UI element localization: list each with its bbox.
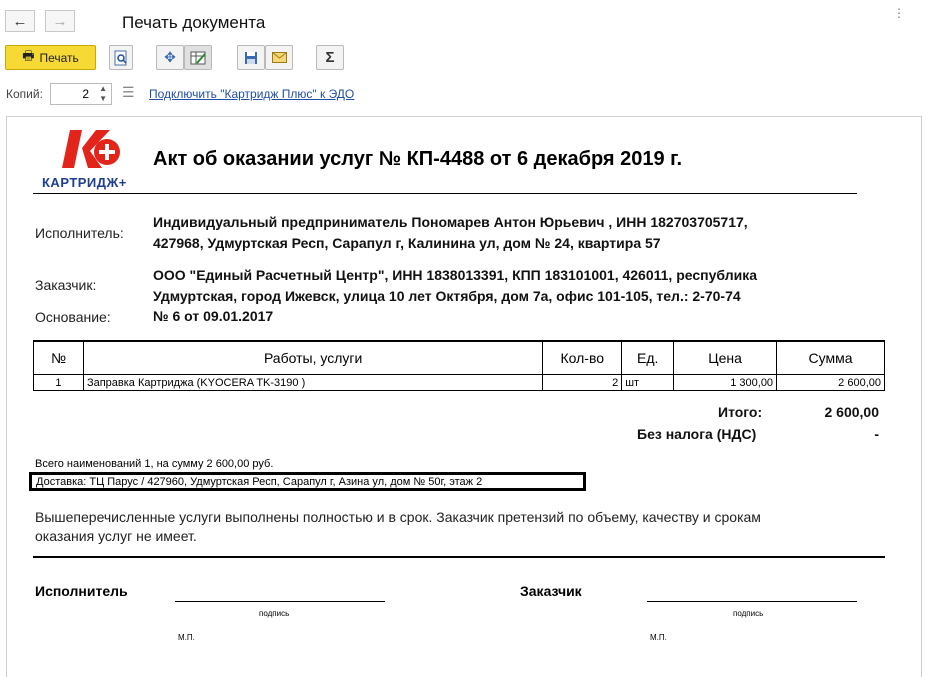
copies-label: Копий: [6,87,43,101]
executor-stamp: М.П. [178,633,195,642]
heading-divider [33,193,857,194]
col-number: № [34,341,84,375]
edit-table-icon [190,51,206,65]
sign-customer-label: Заказчик [520,583,582,599]
stack-icon: ☰ [122,84,135,100]
forward-button[interactable] [45,10,75,32]
row-number: 1 [34,375,84,391]
executor-signature-line [175,601,385,602]
email-button[interactable] [265,45,293,70]
row-price: 1 300,00 [674,375,777,391]
arrow-left-icon: ← [12,12,28,30]
table-row [34,375,885,391]
row-service: Заправка Картриджа (KYOCERA TK-3190 ) [83,375,542,391]
col-service: Работы, услуги [83,341,542,375]
preview-button[interactable] [109,45,133,70]
executor-line-2: 427968, Удмуртская Респ, Сарапул г, Калинина ул, дом № 24, квартира 57 [153,235,661,251]
sign-executor-label: Исполнитель [35,583,128,599]
copies-value: 2 [82,87,89,101]
services-table [33,340,885,391]
statement-line-2: оказания услуг не имеет. [35,528,197,544]
customer-signature-caption: подпись [733,609,764,618]
preview-icon [114,50,128,66]
spin-up-icon[interactable]: ▲ [99,84,107,93]
printer-icon: 🖶 [22,47,35,63]
col-sum: Сумма [777,341,885,375]
row-sum: 2 600,00 [777,375,885,391]
vat-value: - [874,426,879,442]
statement-line-1: Вышеперечисленные услуги выполнены полностью и в срок. Заказчик претензий по объему, качеству и срокам [35,509,761,525]
envelope-icon [272,52,287,63]
company-logo [60,126,128,178]
col-price: Цена [674,341,777,375]
save-button[interactable] [237,45,265,70]
arrow-right-icon: → [52,12,68,30]
executor-label: Исполнитель: [35,225,124,241]
customer-line-1: ООО "Единый Расчетный Центр", ИНН 1838013391, КПП 183101001, 426011, республика [153,267,757,283]
document-sheet [6,116,922,677]
sum-button[interactable] [316,45,344,70]
basis-label: Основание: [35,309,111,325]
delivery-box [29,472,586,491]
executor-line-1: Индивидуальный предприниматель Пономарев Антон Юрьевич , ИНН 182703705717, [153,214,748,230]
executor-signature-caption: подпись [259,609,290,618]
total-value: 2 600,00 [824,404,879,420]
floppy-icon [244,51,258,65]
document-heading: Акт об оказании услуг № КП-4488 от 6 декабря 2019 г. [153,148,683,170]
delivery-text: Доставка: ТЦ Парус / 427960, Удмуртская Респ, Сарапул г, Азина ул, дом № 50г, этаж 2 [36,476,483,488]
customer-line-2: Удмуртская, город Ижевск, улица 10 лет Октября, дом 7а, офис 101-105, тел.: 2-70-74 [153,288,741,304]
col-unit: Ед. [622,341,674,375]
edo-link[interactable]: Подключить "Картридж Плюс" к ЭДО [149,87,355,101]
print-button[interactable] [5,45,96,70]
sigma-icon: Σ [325,49,335,66]
edit-button[interactable] [184,45,212,70]
customer-signature-line [647,601,857,602]
customer-label: Заказчик: [35,277,97,293]
statement-divider [33,556,885,558]
total-label: Итого: [718,404,763,420]
copies-stepper[interactable] [50,83,112,105]
basis-value: № 6 от 09.01.2017 [153,308,274,324]
customer-stamp: М.П. [650,633,667,642]
more-icon[interactable]: ⋮ [893,6,905,20]
spin-down-icon[interactable]: ▼ [99,94,107,103]
print-button-label: Печать [39,50,79,65]
move-button[interactable] [156,45,184,70]
table-header-row [34,341,885,375]
row-unit: шт [622,375,674,391]
logo-text: КАРТРИДЖ+ [42,175,127,190]
row-quantity: 2 [543,375,622,391]
col-quantity: Кол-во [543,341,622,375]
window-title: Печать документа [122,13,266,32]
move-icon: ✥ [164,49,176,65]
vat-label: Без налога (НДС) [637,426,757,442]
summary-text: Всего наименований 1, на сумму 2 600,00 руб. [35,458,274,470]
back-button[interactable] [5,10,35,32]
